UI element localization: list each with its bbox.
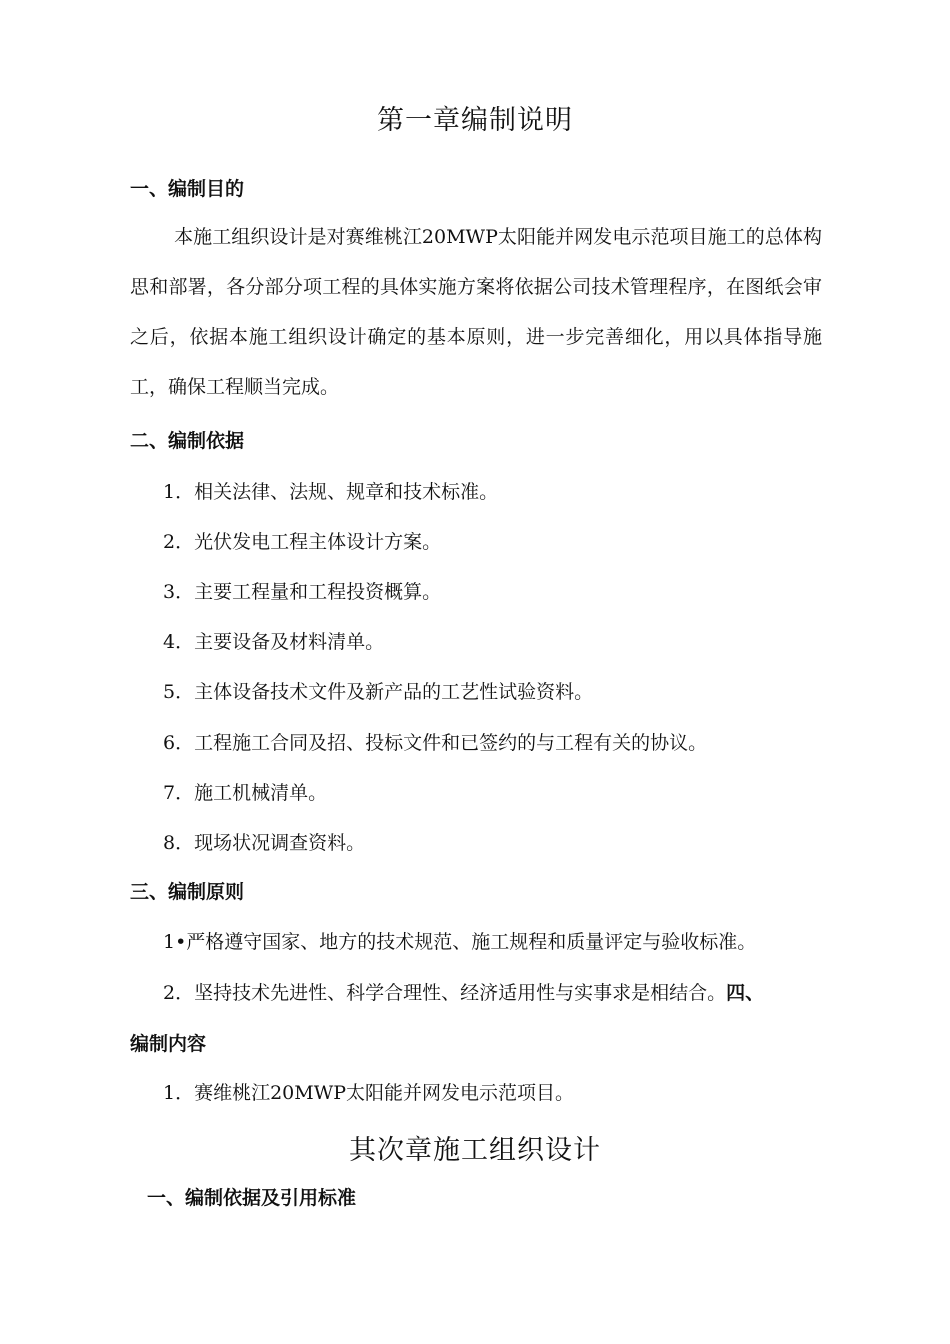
principles-list-item: 1•严格遵守国家、地方的技术规范、施工规程和质量评定与验收标准。 — [163, 931, 757, 953]
basis-list-item: 4．主要设备及材料清单。 — [163, 631, 385, 653]
section-heading-basis: 二、编制依据 — [130, 430, 245, 452]
basis-list-item: 5．主体设备技术文件及新产品的工艺性试验资料。 — [163, 681, 594, 703]
section-heading-principles: 三、编制原则 — [130, 881, 245, 903]
chapter-1-title: 第一章编制说明 — [377, 105, 573, 136]
principles-list-item-text: 2．坚持技术先进性、科学合理性、经济适用性与实事求是相结合。 — [163, 982, 727, 1004]
basis-list-item: 8．现场状况调查资料。 — [163, 832, 366, 854]
section-heading-content-prefix: 四、 — [726, 982, 765, 1004]
principles-list-item — [163, 978, 764, 1005]
basis-list-item: 6．工程施工合同及招、投标文件和已签约的与工程有关的协议。 — [163, 732, 708, 754]
section-heading-purpose: 一、编制目的 — [130, 178, 245, 200]
basis-list-item: 2．光伏发电工程主体设计方案。 — [163, 531, 442, 553]
basis-list-item: 3．主要工程量和工程投资概算。 — [163, 581, 442, 603]
content-list-item: 1．赛维桃江20MWP太阳能并网发电示范项目。 — [163, 1082, 575, 1104]
basis-list-item: 1．相关法律、法规、规章和技术标准。 — [163, 481, 499, 503]
section-heading-references: 一、编制依据及引用标准 — [147, 1187, 357, 1209]
chapter-2-title: 其次章施工组织设计 — [349, 1135, 601, 1166]
purpose-paragraph — [130, 212, 822, 412]
section-heading-content: 编制内容 — [130, 1033, 207, 1055]
purpose-paragraph-text: 本施工组织设计是对赛维桃江20MWP太阳能并网发电示范项目施工的总体构思和部署，各分部分项工程的具体实施方案将依据公司技术管理程序，在图纸会审之后，依据本施工组织设计确定的基本原则，进一步完善细化，用以具体指导施工，确保工程顺当完成。 — [130, 226, 822, 398]
basis-list-item: 7．施工机械清单。 — [163, 782, 328, 804]
